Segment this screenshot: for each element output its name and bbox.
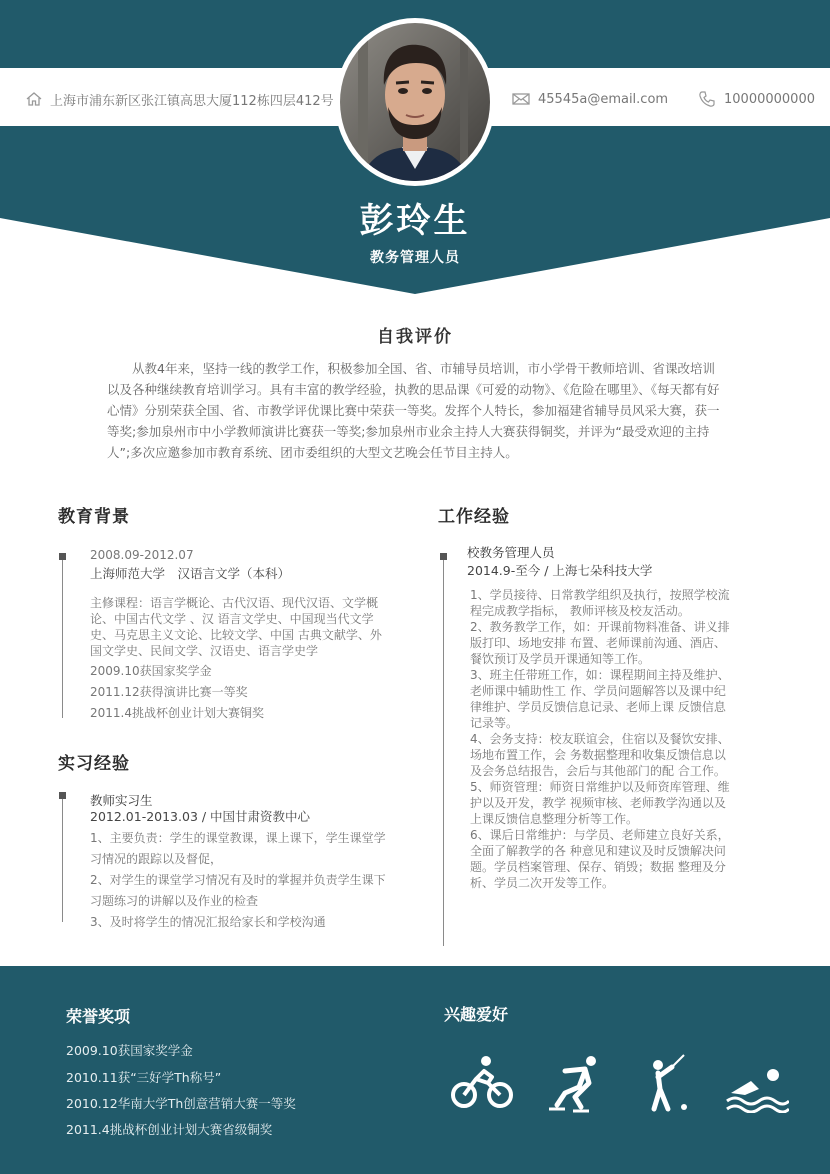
mail-icon [512,92,530,106]
hobbies-heading: 兴趣爱好 [444,1005,509,1024]
honor-item: 2009.10获国家奖学金 [66,1043,193,1058]
education-award: 2011.4挑战杯创业计划大赛铜奖 [90,706,264,720]
self-evaluation-text: 从教4年来，坚持一线的教学工作，积极参加全国、省、市辅导员培训，市小学骨干教师培训、省课改培训以及各种继续教育培训学习。具有丰富的教学经验，执教的思品课《可爱的动物》、《危险在哪里》、《每天都有好心情》分别荣获全国、省、市教学评优课比赛中荣获一等奖。发挥个人特长，参加福建省辅导员风采大赛，获一等奖;参加泉州市中小学教师演讲比赛获一等奖;参加泉州市业余主持人大赛获得铜奖，并评为“最受欢迎的主持人”;多次应邀参加市教育系统、团市委组织的大型文艺晚会任节目主持人。 [107,361,720,460]
email[interactable] [512,88,668,110]
education-courses: 主修课程：语言学概论、古代汉语、现代汉语、文学概论、中国古代文学 、汉 语言文学史、中国现当代文学史、马克思主义文论、比较文学、中国 古典文献学、外国文学史、民间文学、汉语史、语言学史学 [90,596,382,658]
internship-role: 教师实习生 [90,793,153,808]
work-period: 2014.9-至今 / 上海七朵科技大学 [467,563,653,578]
education-school: 上海师范大学 汉语言文学（本科） [90,566,291,581]
work-duty: 3、班主任带班工作，如：课程期间主持及维护、老师课中辅助性工 作、学员问题解答以及课中纪律维护、学员反馈信息记录、老师上课 反馈信息记录等。 [470,668,730,730]
honor-item: 2011.4挑战杯创业计划大赛省级铜奖 [66,1122,273,1137]
honors-heading: 荣誉奖项 [66,1007,131,1026]
work-duty: 4、会务支持：校友联谊会，住宿以及餐饮安排、场地布置工作，会 务数据整理和收集反馈信息以及会务总结报告，会后与其他部门的配 合工作。 [470,732,730,778]
education-timeline [62,553,63,718]
work-timeline [443,553,444,946]
portrait-photo [340,23,490,181]
internship-duty: 1、主要负责：学生的课堂教课，课上课下，学生课堂学习情况的跟踪以及督促， [90,831,386,866]
phone-icon [698,90,716,108]
work-role: 校教务管理人员 [467,545,555,560]
work-heading: 工作经验 [438,507,510,527]
honor-item: 2010.11获“三好学Th称号” [66,1070,222,1085]
golf-icon [640,1053,704,1113]
cycling-icon [450,1053,514,1113]
internship-heading: 实习经验 [58,754,130,774]
home-icon [26,91,42,107]
email-text: 45545a@email.com [538,91,669,107]
self-evaluation-heading: 自我评价 [377,327,453,347]
internship-duty: 3、及时将学生的情况汇报给家长和学校沟通 [90,915,326,929]
education-award: 2011.12获得演讲比赛一等奖 [90,685,248,699]
skating-icon [545,1053,609,1113]
address [26,88,334,110]
work-duties [470,587,735,891]
honor-item: 2010.12华南大学Th创意营销大赛一等奖 [66,1096,296,1111]
phone[interactable] [698,88,815,110]
work-duty: 2、教务教学工作，如：开课前物料准备、讲义排版打印、场地安排 布置、老师课前沟通、酒店、餐饮预订及学员开课通知等工作。 [470,620,730,666]
internship-duties [90,828,390,933]
internship-period: 2012.01-2013.03 / 中国甘肃资教中心 [90,809,311,824]
work-timeline-marker [440,553,447,560]
avatar [335,18,495,186]
phone-text: 10000000000 [724,91,815,107]
swimming-icon [725,1053,789,1113]
internship-timeline [62,792,63,922]
education-heading: 教育背景 [58,507,130,527]
internship-duty: 2、对学生的课堂学习情况有及时的掌握并负责学生课下习题练习的讲解以及作业的检查 [90,873,386,908]
education-timeline-marker [59,553,66,560]
job-title: 教务管理人员 [370,250,460,266]
education-date: 2008.09-2012.07 [90,548,194,562]
candidate-name: 彭玲生 [359,201,471,241]
work-duty: 1、学员接待、日常教学组织及执行，按照学校流程完成教学指标， 教师评核及校友活动。 [470,588,730,618]
address-text: 上海市浦东新区张江镇高思大厦112栋四层412号 [50,93,334,109]
education-award: 2009.10获国家奖学金 [90,664,212,678]
work-duty: 6、课后日常维护：与学员、老师建立良好关系，全面了解教学的各 种意见和建议及时反馈解决问题。学员档案管理、保存、销毁；数据 整理及分析、学员二次开发等工作。 [470,828,730,890]
work-duty: 5、师资管理：师资日常维护以及师资库管理、维护以及开发，教学 视频审核、老师教学沟通以及上课反馈信息整理分析等工作。 [470,780,730,826]
internship-timeline-marker [59,792,66,799]
